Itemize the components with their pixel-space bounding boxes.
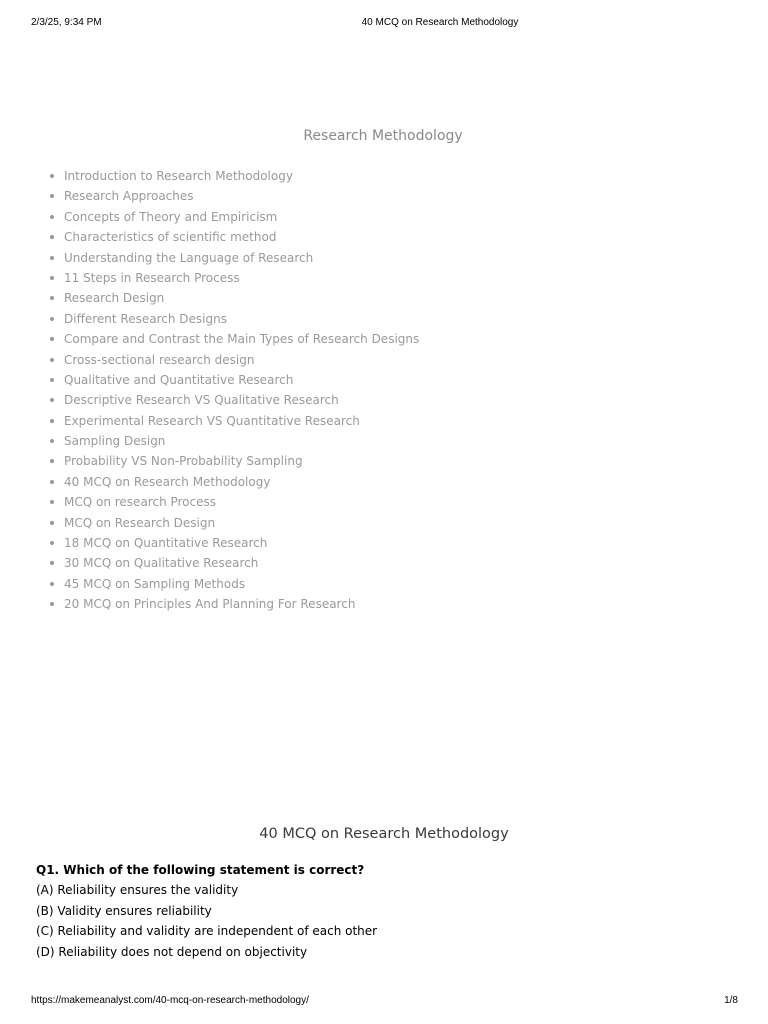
answer-option: (B) Validity ensures reliability [36, 903, 212, 918]
topic-list-item [64, 288, 419, 308]
topic-list-item [64, 451, 419, 471]
print-document-title: 40 MCQ on Research Methodology [361, 17, 519, 28]
bullet-icon [50, 582, 54, 586]
topic-list-item [64, 594, 419, 614]
topic-list-item [64, 411, 419, 431]
bullet-icon [50, 215, 54, 219]
question-block [36, 860, 377, 962]
topic-link[interactable]: Compare and Contrast the Main Types of Research Designs [64, 332, 420, 347]
topic-list-item [64, 370, 419, 390]
topic-link[interactable]: MCQ on Research Design [64, 515, 216, 530]
topic-link[interactable]: Different Research Designs [64, 311, 227, 326]
topic-list-item [64, 248, 419, 268]
topic-link[interactable]: Understanding the Language of Research [64, 250, 314, 265]
bullet-icon [50, 541, 54, 545]
topic-link[interactable]: Research Approaches [64, 189, 194, 204]
topic-link[interactable]: 18 MCQ on Quantitative Research [64, 536, 268, 551]
bullet-icon [50, 256, 54, 260]
bullet-icon [50, 419, 54, 423]
bullet-icon [50, 337, 54, 341]
topic-list [64, 166, 419, 615]
topic-link[interactable]: 45 MCQ on Sampling Methods [64, 576, 246, 591]
bullet-icon [50, 459, 54, 463]
topic-list-item [64, 227, 419, 247]
bullet-icon [50, 500, 54, 504]
topic-list-item [64, 492, 419, 512]
topic-list-item [64, 472, 419, 492]
answer-option: (C) Reliability and validity are independent of each other [36, 924, 378, 938]
topic-list-item [64, 350, 419, 370]
topic-list-item [64, 574, 419, 594]
sidebar-title: Research Methodology [303, 128, 463, 144]
article-title: 40 MCQ on Research Methodology [259, 826, 509, 842]
bullet-icon [50, 378, 54, 382]
print-header [0, 17, 768, 31]
topic-list-item [64, 390, 419, 410]
bullet-icon [50, 235, 54, 239]
topic-list-item [64, 309, 419, 329]
bullet-icon [50, 439, 54, 443]
topic-link[interactable]: Probability VS Non-Probability Sampling [64, 454, 303, 469]
topic-list-item [64, 268, 419, 288]
answer-option: (A) Reliability ensures the validity [36, 883, 239, 897]
topic-list-item [64, 533, 419, 553]
bullet-icon [50, 276, 54, 280]
topic-link[interactable]: 40 MCQ on Research Methodology [64, 474, 271, 489]
bullet-icon [50, 480, 54, 484]
topic-list-item [64, 186, 419, 206]
bullet-icon [50, 358, 54, 362]
topic-list-item [64, 329, 419, 349]
print-url: https://makemeanalyst.com/40-mcq-on-research-methodology/ [31, 995, 309, 1006]
topic-link[interactable]: Experimental Research VS Quantitative Research [64, 413, 360, 428]
topic-link[interactable]: Sampling Design [64, 434, 166, 449]
topic-link[interactable]: 30 MCQ on Qualitative Research [64, 556, 259, 571]
question-text: Q1. Which of the following statement is correct? [36, 863, 365, 877]
answer-option: (D) Reliability does not depend on objectivity [36, 944, 308, 959]
bullet-icon [50, 194, 54, 198]
topic-link[interactable]: Research Design [64, 291, 165, 306]
page-number: 1/8 [724, 995, 738, 1006]
bullet-icon [50, 521, 54, 525]
bullet-icon [50, 174, 54, 178]
topic-link[interactable]: 20 MCQ on Principles And Planning For Research [64, 597, 356, 612]
topic-link[interactable]: Qualitative and Quantitative Research [64, 372, 294, 387]
topic-list-item [64, 207, 419, 227]
bullet-icon [50, 602, 54, 606]
bullet-icon [50, 317, 54, 321]
bullet-icon [50, 296, 54, 300]
topic-list-item [64, 553, 419, 573]
bullet-icon [50, 398, 54, 402]
bullet-icon [50, 561, 54, 565]
topic-link[interactable]: Descriptive Research VS Qualitative Research [64, 393, 339, 408]
topic-list-item [64, 513, 419, 533]
topic-list-item [64, 166, 419, 186]
topic-list-item [64, 431, 419, 451]
topic-link[interactable]: Characteristics of scientific method [64, 230, 277, 245]
topic-link[interactable]: Cross-sectional research design [64, 352, 255, 367]
topic-link[interactable]: Concepts of Theory and Empiricism [64, 209, 278, 224]
topic-link[interactable]: MCQ on research Process [64, 495, 217, 510]
print-datetime: 2/3/25, 9:34 PM [31, 17, 102, 28]
topic-link[interactable]: 11 Steps in Research Process [64, 270, 240, 285]
topic-link[interactable]: Introduction to Research Methodology [64, 169, 293, 183]
